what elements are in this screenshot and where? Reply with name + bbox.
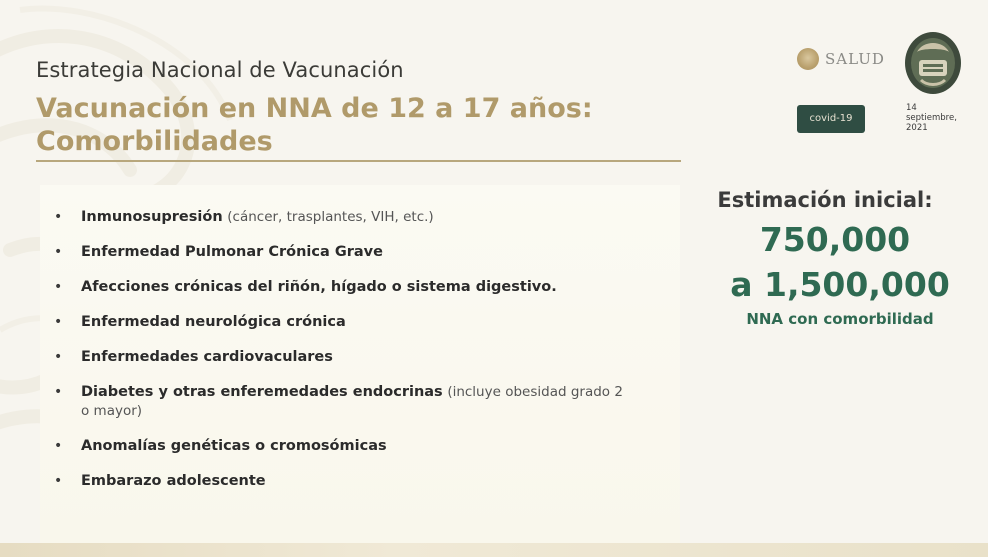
bullet-icon: • <box>54 209 63 225</box>
list-item-main: Anomalías genéticas o cromosómicas <box>81 438 387 454</box>
list-item-main: Diabetes y otras enferemedades endocrinas <box>81 384 443 400</box>
list-item-main: Enfermedad neurológica crónica <box>81 314 346 330</box>
list-item-note: (cáncer, trasplantes, VIH, etc.) <box>227 209 434 225</box>
estimate-caption: NNA con comorbilidad <box>746 310 934 328</box>
list-item-main: Enfermedad Pulmonar Crónica Grave <box>81 244 383 260</box>
list-item <box>54 278 634 297</box>
list-item <box>54 348 634 367</box>
slide-subtitle: Estrategia Nacional de Vacunación <box>36 58 404 82</box>
bullet-icon: • <box>54 314 63 330</box>
presentation-date <box>906 103 976 133</box>
estimate-value-high: a 1,500,000 <box>730 265 950 304</box>
list-item-note: (incluye obesidad grado 2 o mayor) <box>81 384 623 419</box>
covid-badge: covid-19 <box>797 105 865 133</box>
salud-emblem-icon <box>797 48 819 70</box>
list-item-main: Inmunosupresión <box>81 209 223 225</box>
bullet-icon: • <box>54 384 63 400</box>
list-item <box>54 208 634 227</box>
government-seal-icon <box>903 30 963 96</box>
bullet-icon: • <box>54 473 63 489</box>
date-year: 2021 <box>906 123 928 133</box>
list-item <box>54 472 634 491</box>
title-divider <box>36 160 681 162</box>
list-item-main: Embarazo adolescente <box>81 473 266 489</box>
estimate-label: Estimación inicial: <box>717 188 933 212</box>
bullet-icon: • <box>54 244 63 260</box>
list-item <box>54 383 634 421</box>
list-item-main: Afecciones crónicas del riñón, hígado o sistema digestivo. <box>81 279 557 295</box>
date-day: 14 <box>906 103 917 113</box>
bullet-icon: • <box>54 279 63 295</box>
date-month: septiembre, <box>906 113 957 123</box>
comorbidity-list <box>54 208 634 507</box>
list-item-main: Enfermedades cardiovaculares <box>81 349 333 365</box>
salud-wordmark: SALUD <box>825 50 885 68</box>
list-item <box>54 243 634 262</box>
title-line-2: Comorbilidades <box>36 126 273 157</box>
bottom-band <box>0 543 988 557</box>
list-item <box>54 437 634 456</box>
bullet-icon: • <box>54 349 63 365</box>
slide-title <box>36 92 593 158</box>
list-item <box>54 313 634 332</box>
estimate-value-low: 750,000 <box>759 220 911 259</box>
salud-logo <box>797 48 885 70</box>
bullet-icon: • <box>54 438 63 454</box>
title-line-1: Vacunación en NNA de 12 a 17 años: <box>36 93 593 124</box>
